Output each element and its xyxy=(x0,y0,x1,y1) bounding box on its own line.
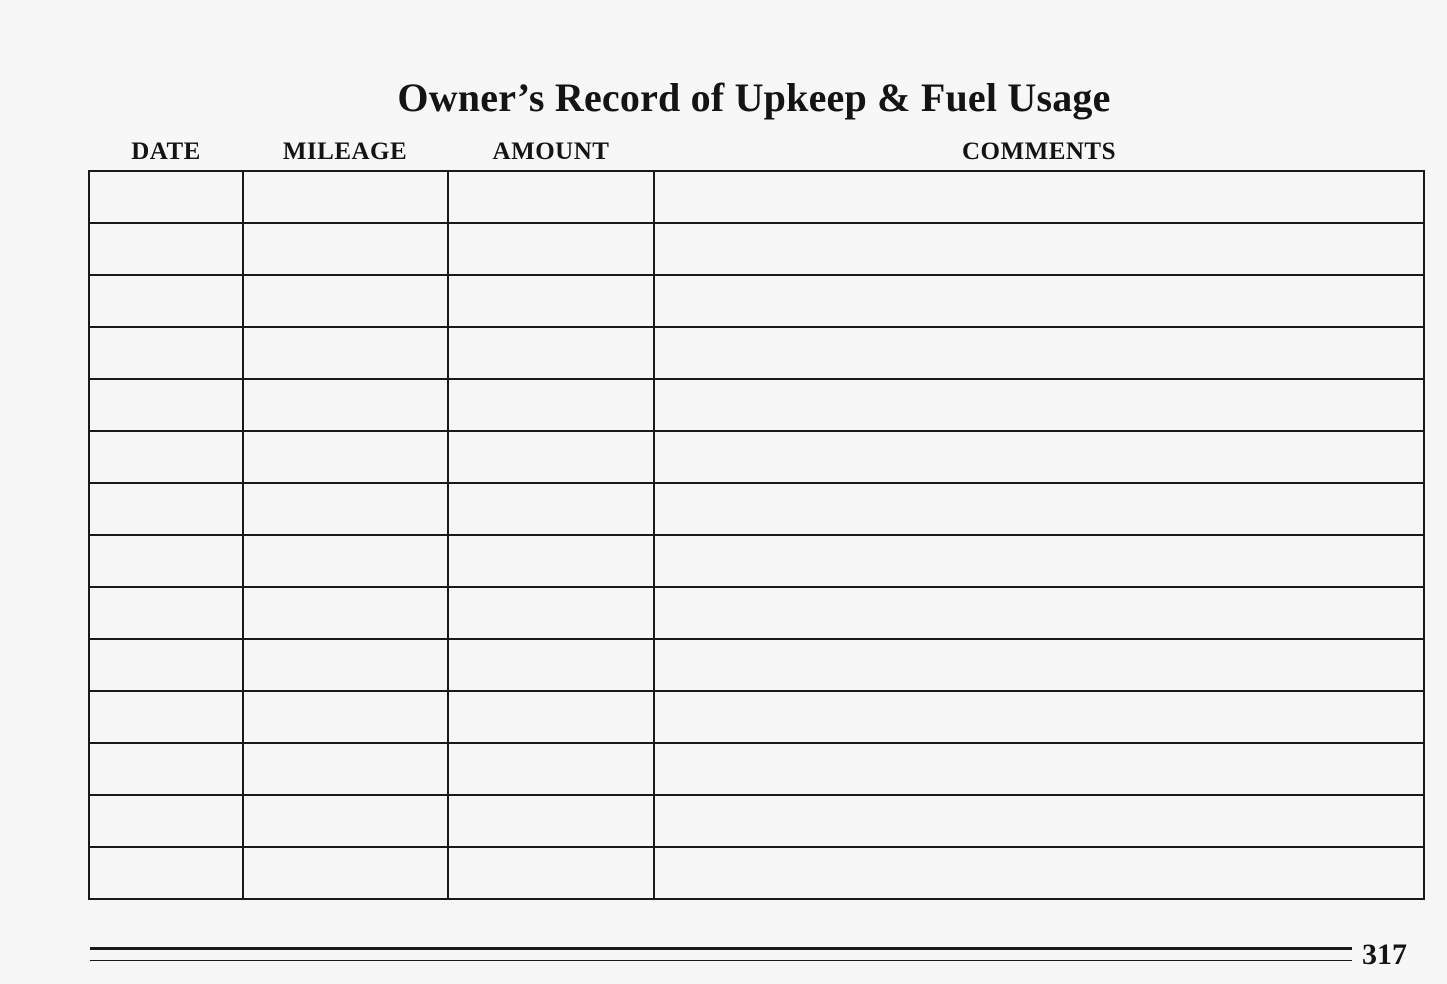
comments-cell xyxy=(654,743,1424,795)
date-cell xyxy=(89,275,243,327)
date-cell xyxy=(89,639,243,691)
mileage-cell xyxy=(243,847,448,899)
date-cell xyxy=(89,847,243,899)
amount-cell xyxy=(448,275,654,327)
amount-cell xyxy=(448,639,654,691)
date-cell xyxy=(89,535,243,587)
table-row xyxy=(89,691,1424,743)
mileage-cell xyxy=(243,275,448,327)
column-header-mileage: MILEAGE xyxy=(282,138,408,165)
amount-cell xyxy=(448,535,654,587)
amount-cell xyxy=(448,743,654,795)
comments-cell xyxy=(654,171,1424,223)
record-table xyxy=(88,170,1425,900)
amount-cell xyxy=(448,483,654,535)
comments-cell xyxy=(654,639,1424,691)
column-header-date: DATE xyxy=(131,138,201,165)
comments-cell xyxy=(654,847,1424,899)
comments-cell xyxy=(654,795,1424,847)
mileage-cell xyxy=(243,223,448,275)
table-row xyxy=(89,223,1424,275)
mileage-cell xyxy=(243,379,448,431)
comments-cell xyxy=(654,327,1424,379)
table-row xyxy=(89,535,1424,587)
page-number: 317 xyxy=(1362,938,1407,971)
date-cell xyxy=(89,483,243,535)
mileage-cell xyxy=(243,639,448,691)
comments-cell xyxy=(654,483,1424,535)
comments-cell xyxy=(654,223,1424,275)
mileage-cell xyxy=(243,171,448,223)
table-row xyxy=(89,379,1424,431)
date-cell xyxy=(89,587,243,639)
table-row xyxy=(89,743,1424,795)
amount-cell xyxy=(448,795,654,847)
comments-cell xyxy=(654,379,1424,431)
amount-cell xyxy=(448,431,654,483)
record-table-body xyxy=(89,171,1424,899)
table-row xyxy=(89,171,1424,223)
amount-cell xyxy=(448,327,654,379)
date-cell xyxy=(89,223,243,275)
mileage-cell xyxy=(243,587,448,639)
date-cell xyxy=(89,327,243,379)
amount-cell xyxy=(448,223,654,275)
table-row xyxy=(89,587,1424,639)
comments-cell xyxy=(654,587,1424,639)
comments-cell xyxy=(654,275,1424,327)
footer-rule-thick xyxy=(90,947,1352,950)
date-cell xyxy=(89,379,243,431)
table-row xyxy=(89,639,1424,691)
table-row xyxy=(89,431,1424,483)
amount-cell xyxy=(448,379,654,431)
table-row xyxy=(89,275,1424,327)
mileage-cell xyxy=(243,691,448,743)
date-cell xyxy=(89,691,243,743)
amount-cell xyxy=(448,847,654,899)
date-cell xyxy=(89,171,243,223)
date-cell xyxy=(89,743,243,795)
comments-cell xyxy=(654,691,1424,743)
amount-cell xyxy=(448,587,654,639)
table-row xyxy=(89,847,1424,899)
comments-cell xyxy=(654,431,1424,483)
column-header-amount: AMOUNT xyxy=(492,138,610,165)
mileage-cell xyxy=(243,327,448,379)
amount-cell xyxy=(448,691,654,743)
date-cell xyxy=(89,795,243,847)
mileage-cell xyxy=(243,795,448,847)
amount-cell xyxy=(448,171,654,223)
comments-cell xyxy=(654,535,1424,587)
page-title: Owner’s Record of Upkeep & Fuel Usage xyxy=(397,75,1111,120)
table-row xyxy=(89,483,1424,535)
table-row xyxy=(89,795,1424,847)
mileage-cell xyxy=(243,743,448,795)
mileage-cell xyxy=(243,483,448,535)
mileage-cell xyxy=(243,535,448,587)
footer-rule-thin xyxy=(90,960,1352,961)
column-header-comments: COMMENTS xyxy=(962,138,1116,165)
table-row xyxy=(89,327,1424,379)
mileage-cell xyxy=(243,431,448,483)
date-cell xyxy=(89,431,243,483)
